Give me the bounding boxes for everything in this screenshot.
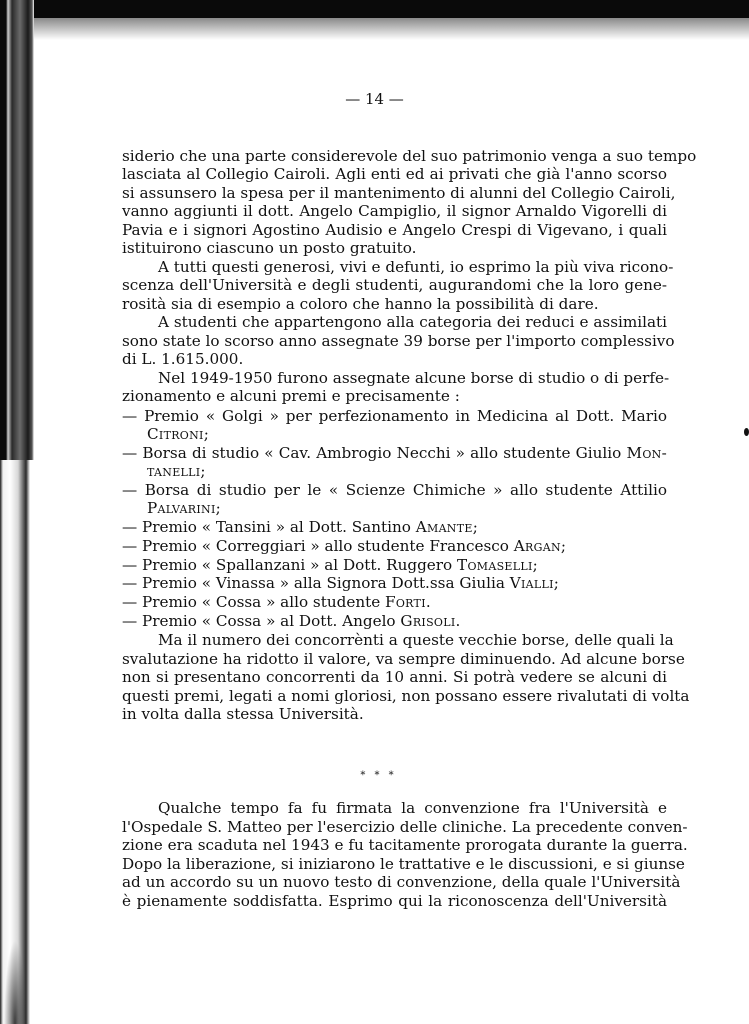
recipient-name: Palvarini [147, 499, 216, 517]
paragraph-6-line: è pienamente soddisfatta. Esprimo qui la riconoscenza dell'Università [122, 892, 667, 910]
recipient-name: Tomaselli [457, 556, 533, 574]
page-number: — 14 — [345, 90, 404, 108]
section-separator: * * * [360, 770, 397, 781]
paragraph-3-line: sono state lo scorso anno assegnate 39 borse per l'importo complessivo [122, 332, 675, 350]
paragraph-5-line: in volta dalla stessa Università. [122, 705, 364, 723]
paragraph-6-line: ad un accordo su un nuovo testo di convenzione, della quale l'Università [122, 873, 681, 891]
paragraph-1-line: istituirono ciascuno un posto gratuito. [122, 239, 417, 257]
award-item-correggiari: — Premio « Correggiari » allo studente Francesco Argan; [122, 537, 566, 555]
paragraph-1-line: Pavia e i signori Agostino Audisio e Angelo Crespi di Vigevano, i quali [122, 221, 667, 239]
award-item-necchi-cont: tanelli; [147, 462, 206, 480]
paragraph-2-line: scenza dell'Università e degli studenti, augurandomi che la loro gene- [122, 276, 667, 294]
paragraph-2-line: rosità sia di esempio a coloro che hanno la possibilità di dare. [122, 295, 599, 313]
paragraph-5-line: non si presentano concorrenti da 10 anni. Si potrà vedere se alcuni di [122, 668, 667, 686]
paragraph-1-line: si assunsero la spesa per il mantenimento di alunni del Collegio Cairoli, [122, 184, 676, 202]
award-item-cossa-grisoli: — Premio « Cossa » al Dott. Angelo Grisoli. [122, 612, 461, 630]
paragraph-6-line: Qualche tempo fa fu firmata la convenzione fra l'Università e [158, 799, 667, 817]
paragraph-6-line: zione era scaduta nel 1943 e fu tacitamente prorogata durante la guerra. [122, 836, 688, 854]
award-item-golgi-cont: Citroni; [147, 425, 209, 443]
paragraph-5-line: questi premi, legati a nomi gloriosi, non possano essere rivalutati di volta [122, 687, 690, 705]
paragraph-6-line: Dopo la liberazione, si iniziarono le trattative e le discussioni, e si giunse [122, 855, 685, 873]
paragraph-6-line: l'Ospedale S. Matteo per l'esercizio delle cliniche. La precedente conven- [122, 818, 688, 836]
paragraph-2-line: A tutti questi generosi, vivi e defunti, io esprimo la più viva ricono- [158, 258, 674, 276]
award-item-scienze-chimiche-cont: Palvarini; [147, 499, 221, 517]
recipient-name: Citroni [147, 425, 204, 443]
award-item-tansini: — Premio « Tansini » al Dott. Santino Amante; [122, 518, 478, 536]
award-item-golgi: — Premio « Golgi » per perfezionamento in Medicina al Dott. Mario [122, 407, 667, 425]
paragraph-4-line: Nel 1949-1950 furono assegnate alcune borse di studio o di perfe- [158, 369, 670, 387]
paragraph-5-line: Ma il numero dei concorrènti a queste vecchie borse, delle quali la [158, 631, 674, 649]
recipient-name: Vialli [509, 574, 554, 592]
award-item-spallanzani: — Premio « Spallanzani » al Dott. Ruggero Tomaselli; [122, 556, 538, 574]
recipient-name: Grisoli [400, 612, 456, 630]
paragraph-3-line: di L. 1.615.000. [122, 350, 244, 368]
recipient-name: Mon- [626, 444, 667, 462]
paragraph-1-line: lasciata al Collegio Cairoli. Agli enti ed ai privati che già l'anno scorso [122, 165, 667, 183]
award-item-necchi: — Borsa di studio « Cav. Ambrogio Necchi » allo studente Giulio Mon- [122, 444, 667, 462]
award-item-vinassa: — Premio « Vinassa » alla Signora Dott.ssa Giulia Vialli; [122, 574, 559, 592]
award-item-cossa-forti: — Premio « Cossa » allo studente Forti. [122, 593, 431, 611]
award-item-scienze-chimiche: — Borsa di studio per le « Scienze Chimiche » allo studente Attilio [122, 481, 667, 499]
recipient-name: Argan [513, 537, 561, 555]
recipient-name: Amante [415, 518, 473, 536]
recipient-name: Forti [385, 593, 426, 611]
paragraph-5-line: svalutazione ha ridotto il valore, va sempre diminuendo. Ad alcune borse [122, 650, 685, 668]
paragraph-3-line: A studenti che appartengono alla categoria dei reduci e assimilati [158, 313, 667, 331]
paragraph-1-line: vanno aggiunti il dott. Angelo Campiglio, il signor Arnaldo Vigorelli di [122, 202, 667, 220]
recipient-name: tanelli [147, 462, 201, 480]
paragraph-4-line: zionamento e alcuni premi e precisamente : [122, 387, 460, 405]
paragraph-1-line: siderio che una parte considerevole del suo patrimonio venga a suo tempo [122, 147, 697, 165]
